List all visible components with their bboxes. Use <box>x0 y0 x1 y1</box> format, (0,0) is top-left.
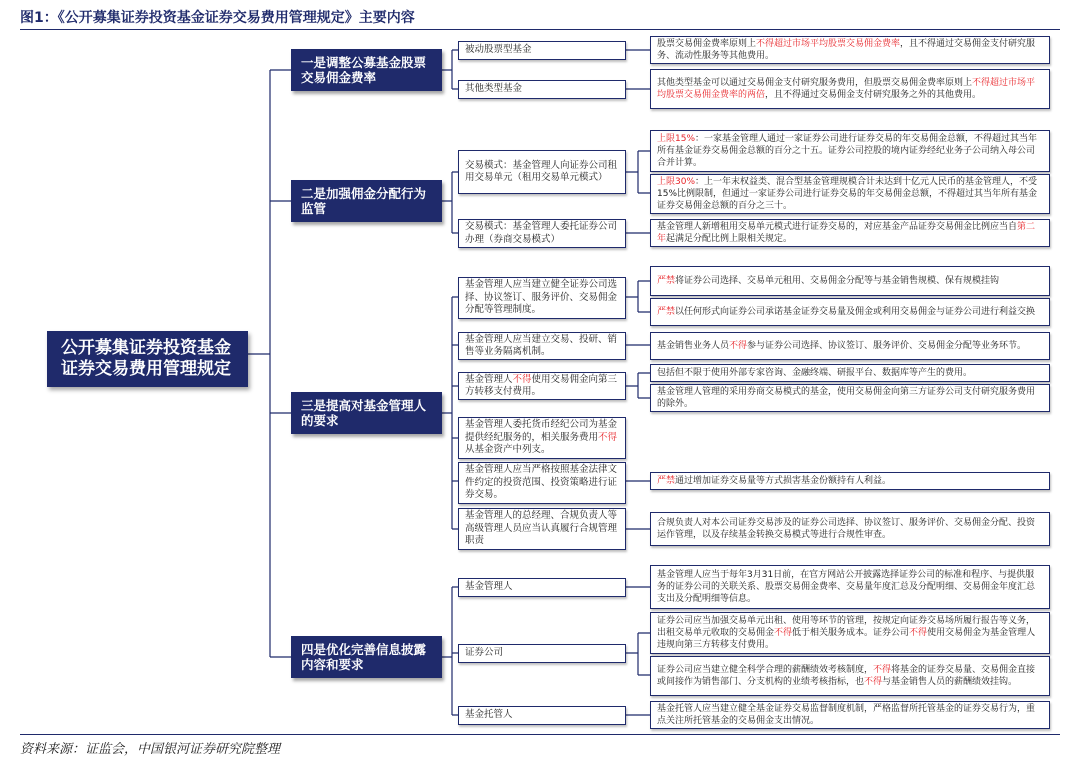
section-4 <box>291 636 442 678</box>
det-conn-4-2 <box>626 633 650 675</box>
detail-other-fee: 其他类型基金可以通过交易佣金支付研究服务费用，但股票交易佣金费率原则上不得超过市场平均股票交易佣金费率的两倍，且不得通过交易佣金支付研究服务之外的其他费用。 <box>650 69 1050 109</box>
detail-disclosure: 基金管理人应当于每年3月31日前，在官方网站公开披露选择证券公司的标准和程序、与提供服务的证券公司的关联关系、股票交易佣金费率、交易量年度汇总及分配明细、交易佣金年度汇总支出及分配明细等信息。 <box>650 565 1050 609</box>
sub-fund-manager: 基金管理人 <box>458 578 626 597</box>
sub-other-fund: 其他类型基金 <box>458 80 626 99</box>
detail-cap-15: 上限15%：一家基金管理人通过一家证券公司进行证券交易的年交易佣金总额，不得超过其当年所有基金证券交易佣金总额的百分之十五。证券公司控股的境内证券经纪业务子公司纳入母公司合并计算。 <box>650 130 1050 172</box>
section-4-label: 四是优化完善信息披露内容和要求 <box>301 642 427 672</box>
footer-divider <box>20 734 1060 735</box>
sec4-spine <box>442 587 458 715</box>
detail-custodian: 基金托管人应当建立健全基金证券交易监督制度机制，严格监督所托管基金的证券交易行为，重点关注所托管基金的交易佣金支出情况。 <box>650 701 1050 729</box>
sub-mgmt-system: 基金管理人应当建立健全证券公司选择、协议签订、服务评价、交易佣金分配等管理制度。 <box>458 277 626 319</box>
detail-unit-rental: 证券公司应当加强交易单元出租、使用等环节的管理，按规定向证券交易场所履行报告等义务，出租交易单元收取的交易佣金不得低于相关服务成本。证券公司不得使用交易佣金为基金管理人违规向第三方转移支付费用。 <box>650 612 1050 654</box>
sub-passive-fund: 被动股票型基金 <box>458 41 626 60</box>
source-note: 资料来源：证监会，中国银河证券研究院整理 <box>20 742 281 757</box>
sec1-spine <box>442 50 458 89</box>
detail-ban-sales-link: 严禁将证券公司选择、交易单元租用、交易佣金分配等与基金销售规模、保有规模挂钩 <box>650 266 1050 296</box>
detail-cap-30: 上限30%：上一年末权益类、混合型基金管理规模合计未达到十亿元人民币的基金管理人，不受15%比例限制，但通过一家证券公司进行证券交易的年交易佣金总额，不得超过其当年所有基金证券交易佣金总额的百分之三十。 <box>650 174 1050 214</box>
section-2 <box>291 180 442 222</box>
sec2-spine <box>442 172 458 233</box>
det-conn-2-1 <box>626 151 650 193</box>
root-node <box>47 331 248 387</box>
sub-broker-mode: 交易模式：基金管理人委托证券公司办理（券商交易模式） <box>458 219 626 248</box>
det-conn-3-3 <box>626 373 650 398</box>
sub-strict-trading: 基金管理人应当严格按照基金法律文件约定的投资范围、投资策略进行证券交易。 <box>458 462 626 504</box>
sub-rental-mode: 交易模式：基金管理人向证券公司租用交易单元（租用交易单元模式） <box>458 150 626 194</box>
section-1 <box>291 49 442 91</box>
detail-compliance-review: 合规负责人对本公司证券交易涉及的证券公司选择、协议签订、服务评价、交易佣金分配、投资运作管理，以及存续基金转换交易模式等进行合规性审查。 <box>650 512 1050 546</box>
figure-title: 图1：《公开募集证券投资基金证券交易费用管理规定》主要内容 <box>20 10 415 26</box>
section-2-label: 二是加强佣金分配行为监管 <box>301 186 427 216</box>
section-3 <box>291 392 442 434</box>
detail-passive-fee: 股票交易佣金费率原则上不得超过市场平均股票交易佣金费率，且不得通过交易佣金支付研究服务、流动性服务等其他费用。 <box>650 36 1050 64</box>
detail-compensation: 证券公司应当建立健全科学合理的薪酬绩效考核制度，不得将基金的证券交易量、交易佣金直接或间接作为销售部门、分支机构的业绩考核指标，也不得与基金销售人员的薪酬绩效挂钩。 <box>650 656 1050 696</box>
sub-no-transfer: 基金管理人不得使用交易佣金向第三方转移支付费用。 <box>458 372 626 400</box>
sub-compliance: 基金管理人的总经理、合规负责人等高级管理人员应当认真履行合规管理职责 <box>458 508 626 550</box>
detail-second-year: 基金管理人新增租用交易单元模式进行证券交易的，对应基金产品证券交易佣金比例应当自第二年起满足分配比例上限相关规定。 <box>650 219 1050 247</box>
section-3-label: 三是提高对基金管理人的要求 <box>301 398 427 428</box>
sec3-spine <box>442 297 458 529</box>
detail-sales-staff: 基金销售业务人员不得参与证券公司选择、协议签订、服务评价、交易佣金分配等业务环节。 <box>650 332 1050 360</box>
sub-custodian: 基金托管人 <box>458 706 626 725</box>
sub-money-broker: 基金管理人委托货币经纪公司为基金提供经纪服务的，相关服务费用不得从基金资产中列支。 <box>458 417 626 459</box>
section-1-label: 一是调整公募基金股票交易佣金费率 <box>301 55 427 85</box>
sub-securities-firm: 证券公司 <box>458 644 626 663</box>
detail-ban-volume: 严禁通过增加证券交易量等方式损害基金份额持有人利益。 <box>650 472 1050 490</box>
sub-isolation: 基金管理人应当建立交易、投研、销售等业务隔离机制。 <box>458 332 626 360</box>
det-conn-3-1 <box>626 281 650 312</box>
detail-ban-exchange: 严禁以任何形式向证券公司承诺基金证券交易量及佣金或利用交易佣金与证券公司进行利益交换 <box>650 298 1050 326</box>
detail-broker-exception: 基金管理人管理的采用券商交易模式的基金，使用交易佣金向第三方证券公司支付研究服务费用的除外。 <box>650 384 1050 412</box>
detail-third-party-costs: 包括但不限于使用外部专家咨询、金融终端、研报平台、数据库等产生的费用。 <box>650 364 1050 382</box>
root-label: 公开募集证券投资基金证券交易费用管理规定 <box>61 338 231 379</box>
